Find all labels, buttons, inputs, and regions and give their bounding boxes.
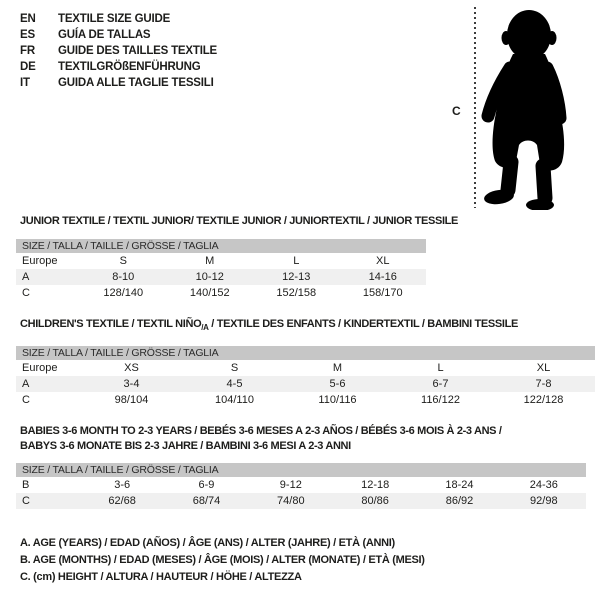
note-height-cm: C. (cm) HEIGHT / ALTURA / HAUTEUR / HÖHE / ALTEZZA — [20, 571, 302, 583]
junior-section-title: JUNIOR TEXTILE / TEXTIL JUNIOR/ TEXTILE JUNIOR / JUNIORTEXTIL / JUNIOR TESSILE — [20, 215, 459, 227]
language-code: FR — [20, 45, 35, 57]
language-row-fr — [20, 43, 217, 59]
table-cell: M — [205, 255, 215, 267]
table-cell: 128/140 — [103, 287, 144, 299]
table-cell: 122/128 — [523, 394, 564, 406]
table-cell: 68/74 — [192, 495, 221, 507]
language-row-de — [20, 59, 217, 75]
language-title: TEXTILE SIZE GUIDE — [58, 13, 171, 25]
table-cell: L — [293, 255, 300, 267]
children-title-post: / TEXTILE DES ENFANTS / KINDERTEXTIL / BAMBINI TESSILE — [208, 318, 518, 330]
table-cell: 116/122 — [421, 394, 460, 406]
table-cell: 24-36 — [529, 479, 558, 491]
table-row-age — [16, 376, 595, 392]
table-cell: 10-12 — [195, 271, 224, 283]
children-title-sub: /A — [201, 323, 209, 333]
table-row-age — [16, 269, 426, 285]
table-cell: 80/86 — [361, 495, 389, 507]
table-cell: 92/98 — [530, 495, 558, 507]
children-size-table — [16, 346, 595, 408]
table-cell: 62/68 — [108, 495, 136, 507]
table-cell: XL — [536, 362, 551, 374]
table-cell: 12-13 — [282, 271, 311, 283]
table-cell: 74/80 — [277, 495, 305, 507]
size-header-bar: SIZE / TALLA / TAILLE / GRÖSSE / TAGLIA — [16, 346, 595, 360]
table-row-height — [16, 285, 426, 301]
babies-title-line1: BABIES 3-6 MONTH TO 2-3 YEARS / BEBÉS 3-6 MESES A 2-3 AÑOS / BÉBÉS 3-6 MOIS À 2-3 ANS / — [20, 425, 502, 437]
row-label: C — [22, 495, 30, 507]
table-cell: S — [230, 362, 239, 374]
children-title-pre: CHILDREN'S TEXTILE / TEXTIL NIÑO — [20, 318, 202, 330]
table-row-height — [16, 493, 586, 509]
height-measure-dotted-line — [474, 7, 476, 208]
size-header-bar: SIZE / TALLA / TAILLE / GRÖSSE / TAGLIA — [16, 239, 426, 253]
row-label: Europe — [22, 362, 58, 374]
row-label: C — [22, 287, 30, 299]
babies-size-table — [16, 463, 586, 509]
table-cell: 14-16 — [368, 271, 397, 283]
table-cell: 3-6 — [114, 479, 131, 491]
size-header-bar: SIZE / TALLA / TAILLE / GRÖSSE / TAGLIA — [16, 463, 586, 477]
table-cell: 86/92 — [445, 495, 474, 507]
row-label: B — [22, 479, 30, 491]
language-title: GUIDE DES TAILLES TEXTILE — [58, 45, 217, 57]
table-row-europe — [16, 360, 595, 376]
language-title: GUIDA ALLE TAGLIE TESSILI — [58, 77, 214, 89]
language-row-en — [20, 11, 217, 27]
table-cell: 152/158 — [276, 287, 317, 299]
table-cell: S — [119, 255, 127, 267]
table-cell: 158/170 — [362, 287, 403, 299]
table-row-months — [16, 477, 586, 493]
table-cell: M — [332, 362, 343, 374]
table-cell: 6-9 — [198, 479, 215, 491]
table-cell: 4-5 — [226, 378, 243, 390]
baby-silhouette-icon — [480, 4, 576, 210]
row-label: A — [22, 271, 30, 283]
note-age-years: A. AGE (YEARS) / EDAD (AÑOS) / ÂGE (ANS) / ALTER (JAHRE) / ETÀ (ANNI) — [20, 537, 395, 549]
language-title: TEXTILGRÖßENFÜHRUNG — [58, 61, 201, 73]
table-row-europe — [16, 253, 426, 269]
table-cell: 140/152 — [189, 287, 230, 299]
table-cell: XS — [124, 362, 139, 374]
table-cell: 9-12 — [279, 479, 302, 491]
row-label: Europe — [22, 255, 58, 267]
table-cell: 7-8 — [535, 378, 552, 390]
table-cell: 8-10 — [112, 271, 135, 283]
legend-notes — [20, 535, 425, 586]
row-label: C — [22, 394, 30, 406]
table-cell: 110/116 — [318, 394, 357, 406]
table-row-height — [16, 392, 595, 408]
row-label: A — [22, 378, 30, 390]
note-age-months: B. AGE (MONTHS) / EDAD (MESES) / ÂGE (MOIS) / ALTER (MONATE) / ETÀ (MESI) — [20, 554, 425, 566]
table-cell: 6-7 — [432, 378, 449, 390]
table-cell: L — [437, 362, 444, 374]
table-cell: XL — [376, 255, 390, 267]
table-cell: 104/110 — [215, 394, 254, 406]
junior-size-table — [16, 239, 426, 301]
language-row-it — [20, 75, 217, 91]
language-code: DE — [20, 61, 36, 73]
babies-title-line2: BABYS 3-6 MONATE BIS 2-3 JAHRE / BAMBINI 3-6 MESI A 2-3 ANNI — [20, 440, 351, 452]
language-row-es — [20, 27, 217, 43]
language-code: EN — [20, 13, 36, 25]
table-cell: 18-24 — [445, 479, 474, 491]
table-cell: 98/104 — [114, 394, 149, 406]
table-cell: 12-18 — [361, 479, 390, 491]
babies-section-title — [20, 424, 502, 454]
table-cell: 5-6 — [329, 378, 346, 390]
language-code: IT — [20, 77, 30, 89]
height-measure-label: C — [452, 104, 461, 118]
language-list — [20, 11, 217, 91]
children-section-title — [20, 318, 518, 332]
table-cell: 3-4 — [123, 378, 140, 390]
language-code: ES — [20, 29, 35, 41]
language-title: GUÍA DE TALLAS — [58, 29, 151, 41]
